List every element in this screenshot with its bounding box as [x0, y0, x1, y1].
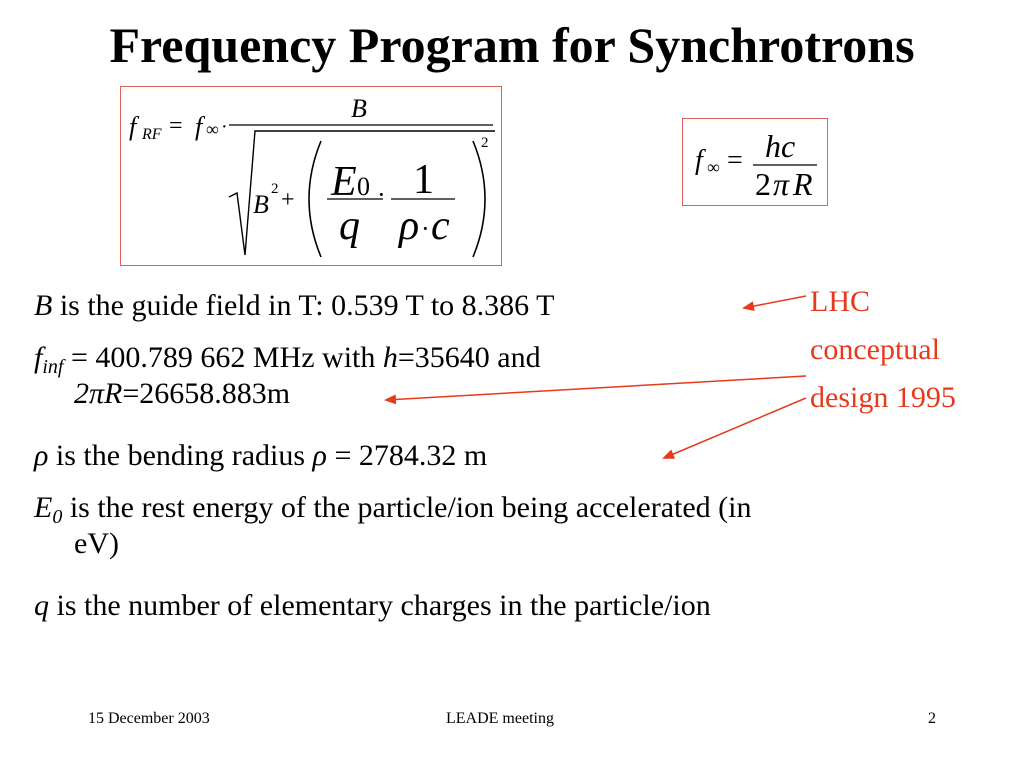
h-var: h: [382, 341, 398, 374]
plus-sign: +: [281, 187, 295, 213]
b-var: B: [34, 289, 53, 322]
e0-continuation: eV): [74, 527, 119, 560]
two-pi-two: 2: [74, 377, 89, 410]
slide-title: Frequency Program for Synchrotrons: [109, 17, 915, 73]
rho-var-2: ρ: [312, 439, 327, 472]
one-symbol: 1: [413, 157, 434, 203]
h-value: =35640 and: [397, 341, 541, 374]
inf-subscript-main: ∞: [206, 119, 219, 139]
hc-numerator: hc: [765, 128, 796, 164]
two-pi-r: R: [104, 377, 123, 410]
footer-date: 15 December 2003: [88, 710, 210, 727]
c-symbol: c: [431, 203, 450, 249]
outer-exponent: 2: [481, 135, 489, 151]
left-paren: [309, 141, 321, 257]
circumference-value: =26658.883m: [122, 377, 291, 410]
e0-subscript: 0: [357, 172, 370, 201]
inner-dot: ·: [377, 180, 386, 209]
rho-var: ρ: [34, 439, 49, 472]
q-symbol: q: [339, 203, 360, 249]
finf-subscript: ∞: [707, 157, 720, 177]
finf-description: = 400.789 662 MHz with: [63, 341, 383, 374]
b-term: B: [253, 190, 269, 219]
finf-symbol: f: [695, 145, 703, 176]
frf-equals: =: [169, 113, 183, 139]
rho-description: is the bending radius: [48, 439, 313, 472]
circumference-line: [74, 376, 290, 412]
frf-subscript: RF: [142, 126, 162, 143]
finf-var-sub: inf: [42, 356, 64, 378]
annotation-line-3: design 1995: [810, 381, 956, 414]
two-pi-pi: π: [89, 377, 105, 410]
numerator-b: B: [351, 94, 367, 123]
footer-event: LEADE meeting: [446, 710, 554, 727]
e0-var-sub: 0: [52, 506, 63, 528]
annotation-line-2: conceptual: [810, 333, 940, 366]
q-var: q: [34, 589, 49, 622]
pi-symbol: π: [773, 166, 790, 202]
arrow-to-rho: [664, 398, 806, 458]
annotation-line-1: LHC: [810, 285, 870, 318]
right-paren: [473, 141, 485, 257]
b-exponent: 2: [271, 181, 279, 197]
e0-description: is the rest energy of the particle/ion being accelerated (in: [62, 491, 752, 524]
finf-equals: =: [727, 145, 743, 176]
definition-finf: [34, 340, 541, 410]
frf-formula-box: [120, 86, 502, 266]
frf-formula: [121, 87, 503, 267]
rho-dot: ·: [421, 214, 430, 243]
footer-page-number: 2: [928, 710, 936, 727]
definition-rho: [34, 438, 487, 474]
definition-e0: [34, 490, 752, 560]
q-description: is the number of elementary charges in the particle/ion: [49, 589, 711, 622]
e0-var: E: [34, 491, 53, 524]
finf-var: f: [34, 341, 43, 374]
rho-value: = 2784.32 m: [326, 439, 488, 472]
b-description: is the guide field in T: 0.539 T to 8.386 T: [52, 289, 555, 322]
arrow-to-b: [744, 296, 806, 308]
definition-b: [34, 288, 554, 324]
lhc-annotation: [810, 278, 956, 422]
rho-symbol: ρ: [399, 203, 420, 249]
finf-symbol-main: f: [195, 112, 203, 141]
multiply-dot: ·: [221, 116, 228, 138]
finf-formula-box: [682, 118, 828, 206]
e0-symbol: E: [331, 159, 357, 205]
definition-q: [34, 588, 711, 624]
finf-formula: [683, 119, 829, 207]
frf-symbol: f: [129, 112, 137, 141]
two-symbol: 2: [755, 166, 771, 202]
r-symbol: R: [793, 166, 813, 202]
